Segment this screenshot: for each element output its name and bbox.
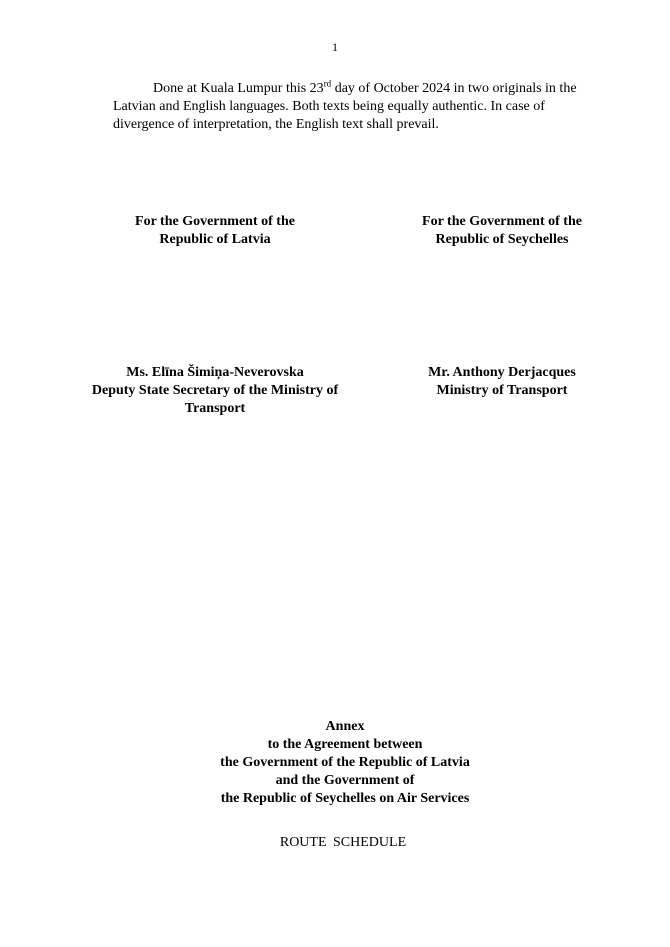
annex-line: to the Agreement between <box>267 737 423 752</box>
intro-paragraph <box>113 80 593 134</box>
latvia-signatory-name: Ms. Elīna Šimiņa-Neverovska <box>126 365 304 380</box>
seychelles-signatory-title-line1: Ministry of Transport <box>436 383 568 398</box>
annex-line: and the Government of <box>275 773 415 788</box>
seychelles-gov-line2: Republic of Seychelles <box>435 232 569 247</box>
latvia-government-block <box>115 213 315 249</box>
latvia-gov-line2: Republic of Latvia <box>159 232 271 247</box>
latvia-signatory-title-line1: Deputy State Secretary of the Ministry of <box>91 383 339 398</box>
latvia-signatory-block <box>70 364 360 418</box>
annex-line: the Government of the Republic of Latvia <box>220 755 470 770</box>
annex-heading: Annex <box>325 719 365 734</box>
seychelles-signatory-block <box>402 364 602 400</box>
annex-line: the Republic of Seychelles on Air Services <box>220 791 470 806</box>
route-schedule-heading: ROUTE SCHEDULE <box>279 835 407 850</box>
seychelles-gov-line1: For the Government of the <box>422 214 582 229</box>
intro-text-start: Done at Kuala Lumpur this 23 <box>153 81 324 96</box>
intro-text-rest: day of October 2024 in two originals in the Latvian and English languages. Both texts being equally authentic. In case of divergence of interpretation, the English text shall prevail. <box>113 81 577 132</box>
annex-block <box>0 718 670 808</box>
intro-ordinal-suffix: rd <box>323 78 332 89</box>
latvia-signatory-title-line2: Transport <box>184 401 246 416</box>
seychelles-signatory-name: Mr. Anthony Derjacques <box>428 365 576 380</box>
latvia-gov-line1: For the Government of the <box>135 214 295 229</box>
page-number: 1 <box>332 40 338 54</box>
seychelles-government-block <box>402 213 602 249</box>
